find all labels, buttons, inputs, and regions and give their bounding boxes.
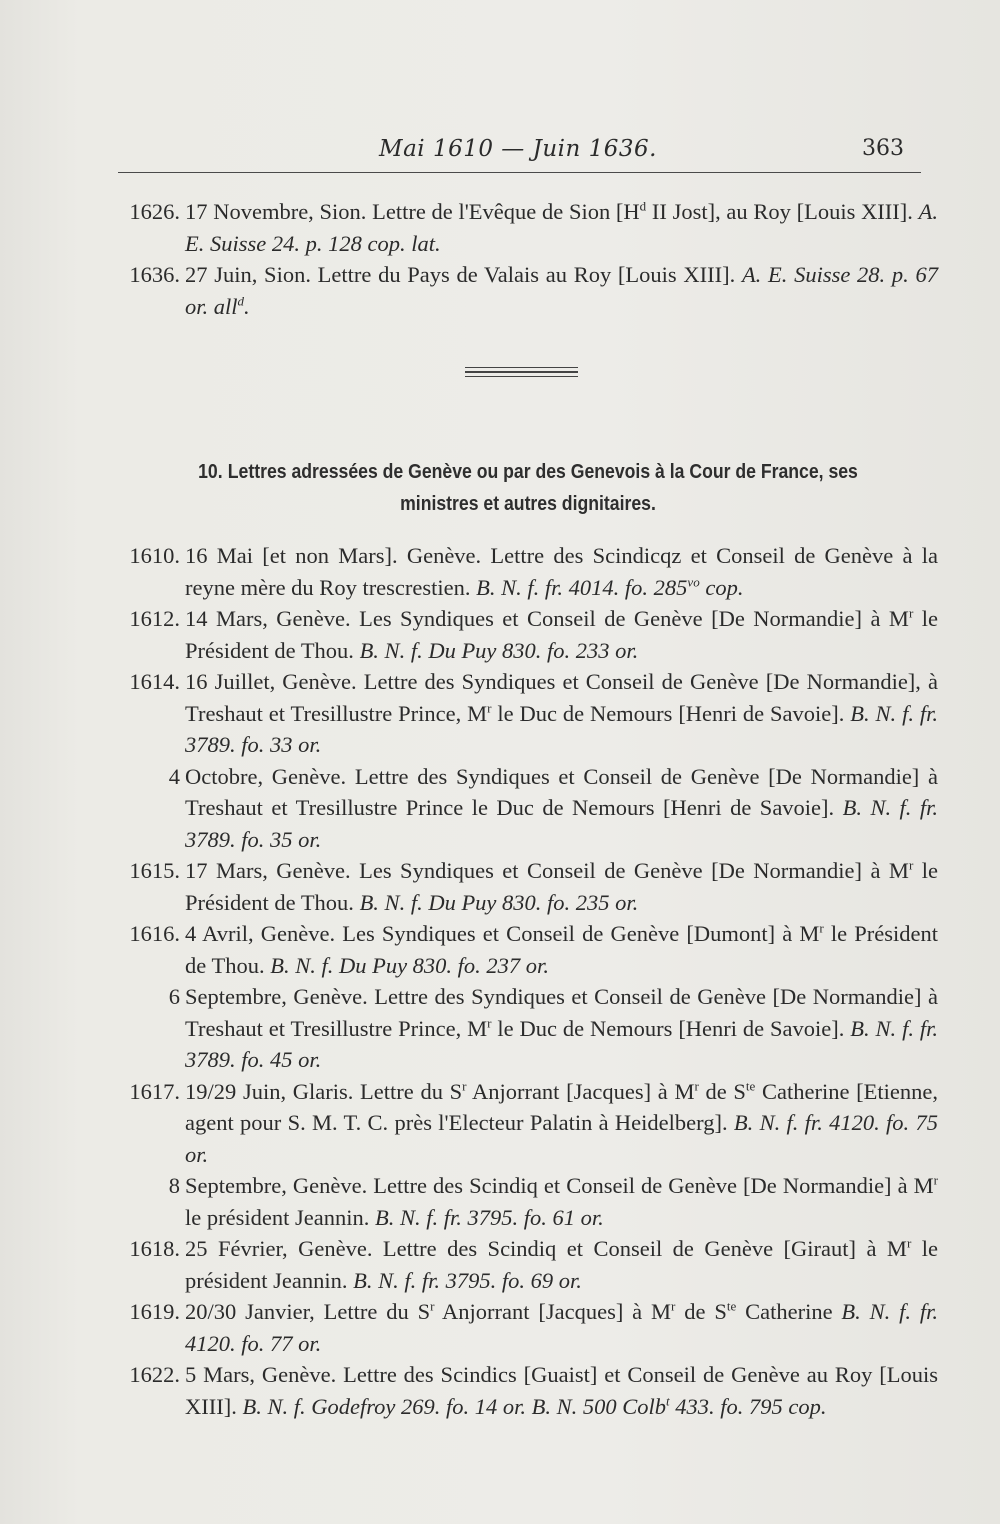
entry-year: 1618. xyxy=(129,1236,180,1261)
running-title: Mai 1610 — Juin 1636. xyxy=(379,136,657,162)
entry xyxy=(116,1076,938,1171)
entry xyxy=(116,603,938,666)
entry-text: 17 Mars, Genève. Les Syndiques et Conseil de Genève [De Normandie] à $M^r$ le Président de Thou. B. N. f. Du Puy 830. fo. 235 or. xyxy=(185,857,938,915)
entry-text: Septembre, Genève. Lettre des Syndiques et Conseil de Genève [De Normandie] à Treshaut et Tresillustre Prince, $M^r$ le Duc de Nemours [Henri de Savoie]. B. N. f. fr. 3789. fo. 45 or. xyxy=(185,984,938,1072)
entry-text: Octobre, Genève. Lettre des Syndiques et Conseil de Genève [De Normandie] à Treshaut et Tresillustre Prince le Duc de Nemours [Henri de Savoie]. B. N. f. fr. 3789. fo. 35 or. xyxy=(185,763,938,852)
entry-year: 4 xyxy=(168,763,180,789)
entry-citation: A. E. Suisse 28. p. 67 or. all$^d$. xyxy=(185,262,938,319)
entry-year: 1626. xyxy=(129,199,180,224)
entry xyxy=(116,540,938,603)
section-separator xyxy=(465,367,578,377)
entry-citation: A. E. Suisse 24. p. 128 cop. lat. xyxy=(185,199,938,256)
entry-year: 1615. xyxy=(129,858,180,883)
entry-text: 19/29 Juin, Glaris. Lettre du $S^r$ Anjorrant [Jacques] à $M^r$ de $S^{te}$ Catherine [Etienne, agent pour S. M. T. C. près l'Electeur Palatin à Heidelberg]. B. N. f. fr. 4120. fo. 75 or. xyxy=(185,1078,938,1167)
entry xyxy=(116,259,938,322)
running-head xyxy=(118,136,918,172)
entry xyxy=(116,1359,938,1422)
entry-year: 1616. xyxy=(129,921,180,946)
entry-text: 27 Juin, Sion. Lettre du Pays de Valais au Roy [Louis XIII]. A. E. Suisse 28. p. 67 or. all$^d$. xyxy=(185,262,938,319)
entry-text: 25 Février, Genève. Lettre des Scindiq et Conseil de Genève [Giraut] à $M^r$ le président Jeannin. B. N. f. fr. 3795. fo. 69 or. xyxy=(185,1235,938,1293)
entry-text: 5 Mars, Genève. Lettre des Scindics [Guaist] et Conseil de Genève au Roy [Louis XIII]. B. N. f. Godefroy 269. fo. 14 or. B. N. 500 Colb$^t$ 433. fo. 795 cop. xyxy=(185,1362,938,1419)
entry-year: 1617. xyxy=(129,1078,180,1104)
header-rule xyxy=(118,172,921,173)
entry-text: 4 Avril, Genève. Les Syndiques et Conseil de Genève [Dumont] à $M^r$ le Président de Thou. B. N. f. Du Puy 830. fo. 237 or. xyxy=(185,920,938,978)
section-heading xyxy=(184,456,872,520)
entry-text: 20/30 Janvier, Lettre du $S^r$ Anjorrant [Jacques] à $M^r$ de $S^{te}$ Catherine B. N. f. fr. 4120. fo. 77 or. xyxy=(185,1298,938,1356)
entry xyxy=(116,1233,938,1296)
entry xyxy=(116,196,938,259)
entry-year: 1622. xyxy=(129,1362,180,1387)
entry xyxy=(116,918,938,981)
entry-year: 1612. xyxy=(129,606,180,631)
entry-year: 6 xyxy=(168,984,180,1009)
section-number: 10. xyxy=(198,460,223,483)
entry xyxy=(116,666,938,761)
entry xyxy=(116,1296,938,1359)
entry-year: 1636. xyxy=(129,262,180,287)
entries-list xyxy=(116,540,938,1422)
top-entries xyxy=(116,196,938,322)
page-number: 363 xyxy=(862,136,904,161)
entry-text: Septembre, Genève. Lettre des Scindiq et Conseil de Genève [De Normandie] à $M^r$ le président Jeannin. B. N. f. fr. 3795. fo. 61 or. xyxy=(185,1172,938,1230)
entry-text: 14 Mars, Genève. Les Syndiques et Conseil de Genève [De Normandie] à $M^r$ le Président de Thou. B. N. f. Du Puy 830. fo. 233 or. xyxy=(185,605,938,663)
entry-year: 1610. xyxy=(129,543,180,568)
entry-year: 1614. xyxy=(129,669,180,694)
entry-text: 16 Mai [et non Mars]. Genève. Lettre des Scindicqz et Conseil de Genève à la reyne mère du Roy trescrestien. B. N. f. fr. 4014. fo. 285$^{vo}$ cop. xyxy=(185,543,938,600)
entry xyxy=(116,981,938,1076)
entry xyxy=(116,855,938,918)
section-title: Lettres adressées de Genève ou par des Genevois à la Cour de France, ses ministres et autres dignitaires. xyxy=(227,460,858,515)
entry xyxy=(116,761,938,856)
entry xyxy=(116,1170,938,1233)
entry-year: 1619. xyxy=(129,1299,180,1324)
entry-year: 8 xyxy=(168,1173,180,1198)
entry-text: 17 Novembre, Sion. Lettre de l'Evêque de Sion [$H^d$ II Jost], au Roy [Louis XIII]. A. E. Suisse 24. p. 128 cop. lat. xyxy=(185,198,938,256)
entry-text: 16 Juillet, Genève. Lettre des Syndiques et Conseil de Genève [De Normandie], à Treshaut et Tresillustre Prince, $M^r$ le Duc de Nemours [Henri de Savoie]. B. N. f. fr. 3789. fo. 33 or. xyxy=(185,669,938,757)
